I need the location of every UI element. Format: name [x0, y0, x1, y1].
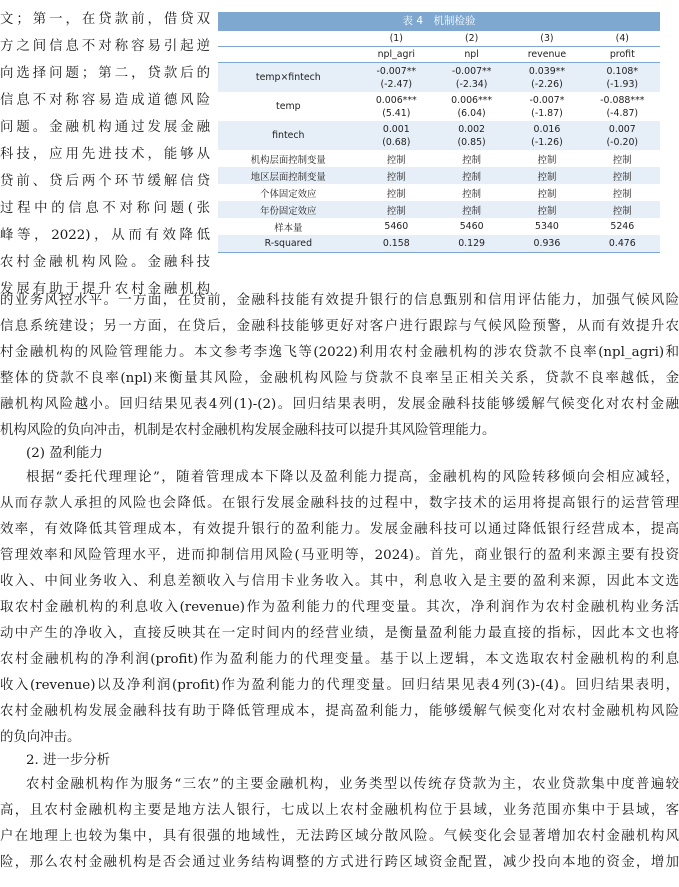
text-line: 农村金融机构风险。金融科技: [0, 255, 210, 270]
table-cell: 控制: [359, 167, 434, 184]
table-cell: 控制: [462, 154, 481, 166]
table-row: [218, 63, 660, 93]
row-label: temp: [276, 101, 301, 112]
text-line: 取农村金融机构的利息收入(revenue)作为盈利能力的代理变量。其次，净利润作为农村金融机构业务活: [0, 600, 679, 615]
table-row: [218, 121, 660, 150]
row-label: temp×fintech: [218, 63, 359, 93]
text-line: 过程中的信息不对称问题(张: [0, 201, 210, 216]
table-row: [218, 184, 660, 201]
table-cell: 0.039** (-2.26): [509, 63, 584, 93]
col-number: (2): [434, 31, 509, 47]
text-line: 发展有助于提升农村金融机构: [0, 282, 210, 297]
text-line: 动中产生的净收入，直接反映其在一定时间内的经营业绩，是衡量盈利能力最直接的指标，因此本文也将: [0, 626, 679, 641]
col-number: (3): [509, 31, 584, 47]
table-cell: 0.108* (-1.93): [585, 63, 660, 93]
table-row: [218, 150, 660, 167]
table-cell: 0.006*** (5.41): [375, 94, 417, 119]
table-row: [218, 218, 660, 235]
text-line: 峰等，2022)，从而有效降低: [0, 228, 210, 243]
text-line: 的业务风控水平。一方面，在贷前，金融科技能有效提升银行的信息甄别和信用评估能力，加强气候风险: [0, 293, 679, 308]
table-cell: 控制: [612, 188, 632, 200]
table-cell: 0.158: [359, 235, 434, 253]
text-line: 的负向冲击。: [0, 730, 81, 745]
table-cell: 0.001 (0.68): [359, 121, 434, 150]
section-heading: 2. 进一步分析: [26, 753, 110, 768]
text-line: 效率，有效降低其管理成本，有效提升银行的盈利能力。发展金融科技可以通过降低银行经营成本，提高: [0, 522, 679, 537]
table-cell: -0.007** (-2.34): [434, 63, 509, 93]
table-cell: 5340: [535, 221, 559, 232]
text-line: 贷前、贷后两个环节缓解信贷: [0, 174, 210, 189]
section-heading: (2) 盈利能力: [26, 446, 103, 461]
col-var: npl: [434, 47, 509, 63]
text-line: 收入、中间业务收入、利息差额收入与信用卡业务收入。其中，利息收入是主要的盈利来源，因此本文选: [0, 574, 679, 589]
table-cell: 控制: [585, 201, 660, 218]
table-cell: 5246: [610, 221, 635, 232]
table-cell: 0.007 (-0.20): [585, 121, 660, 150]
text-line: 村金融机构的风险管理能力。本文参考李逸飞等(2022)利用农村金融机构的涉农贷款不良率(npl_agri)和: [0, 345, 679, 360]
row-label: 机构层面控制变量: [250, 154, 326, 166]
table-cell: 控制: [434, 201, 509, 218]
row-label: 样本量: [274, 222, 303, 234]
text-line: 机构风险的负向冲击，机制是农村金融机构发展金融科技可以提升其风险管理能力。: [0, 423, 496, 438]
table-cell: 0.016 (-1.26): [509, 121, 584, 150]
text-line: 农村金融机构作为服务“三农”的主要金融机构，业务类型以传统存贷款为主，农业贷款集中度普遍较: [26, 777, 679, 792]
col-number: (4): [585, 31, 660, 47]
table-row: [218, 201, 660, 218]
row-label: fintech: [218, 121, 359, 150]
table-header-vars: [218, 47, 660, 63]
table-cell: -0.088*** (-4.87): [600, 94, 645, 119]
table-cell: 5460: [384, 221, 409, 232]
text-line: 方之间信息不对称容易引起逆: [0, 39, 210, 54]
table-cell: 0.936: [509, 235, 584, 253]
table-cell: 控制: [509, 167, 584, 184]
text-line: 信息系统建设；另一方面，在贷后，金融科技能够更好对客户进行跟踪与气候风险预警，从而有效提升农: [0, 319, 679, 334]
table-cell: 控制: [386, 154, 406, 166]
col-number: (1): [359, 31, 434, 47]
text-line: 险，那么农村金融机构是否会通过业务结构调整的方式进行跨区域资金配置，减少投向本地的资金，增加: [0, 855, 679, 870]
table-cell: 控制: [462, 188, 481, 200]
table-cell: 控制: [509, 201, 584, 218]
text-line: 文；第一，在贷款前，借贷双: [0, 12, 210, 27]
row-label: 地区层面控制变量: [218, 167, 359, 184]
table-row: [218, 167, 660, 184]
table-row: [218, 92, 660, 121]
table-cell: 控制: [612, 154, 632, 166]
table-cell: 0.002 (0.85): [434, 121, 509, 150]
text-line: 向选择问题；第二，贷款后的: [0, 66, 210, 81]
row-label: 年份固定效应: [218, 201, 359, 218]
text-line: 信息不对称容易造成道德风险: [0, 93, 210, 108]
text-line: 户在地理上也较为集中，具有很强的地域性，无法跨区域分散风险。气候变化会显著增加农村金融机构风: [0, 829, 679, 844]
text-line: 农村金融机构的净利润(profit)作为盈利能力的代理变量。基于以上逻辑，本文选取农村金融机构的利息: [0, 652, 679, 667]
table-cell: 控制: [537, 154, 557, 166]
text-line: 根据“委托代理理论”，随着管理成本下降以及盈利能力提高，金融机构的风险转移倾向会相应减轻，: [26, 470, 679, 485]
text-line: 整体的贷款不良率(npl)来衡量其风险，金融机构风险与贷款不良率呈正相关关系，贷款不良率越低，金: [0, 371, 679, 386]
table-cell: 0.129: [434, 235, 509, 253]
text-line: 融机构风险越小。回归结果见表4列(1)-(2)。回归结果表明，发展金融科技能够缓解气候变化对农村金融: [0, 397, 679, 412]
table-cell: 控制: [359, 201, 434, 218]
table-cell: 5460: [459, 221, 484, 232]
table-title: 表 4 机制检验: [218, 12, 660, 31]
table-cell: -0.007** (-2.47): [359, 63, 434, 93]
table-cell: 控制: [386, 188, 406, 200]
table-cell: 0.006*** (6.04): [451, 94, 493, 119]
table-row: [218, 235, 660, 253]
mechanism-table: [218, 31, 660, 253]
table-header-numbers: [218, 31, 660, 47]
row-label: 个体固定效应: [260, 188, 317, 200]
table-cell: 0.476: [585, 235, 660, 253]
col-var: profit: [585, 47, 660, 63]
text-line: 问题。金融机构通过发展金融: [0, 120, 210, 135]
text-line: 高，且农村金融机构主要是地方法人银行，七成以上农村金融机构位于县域，业务范围亦集中于县域，客: [0, 803, 679, 818]
text-line: 收入(revenue)以及净利润(profit)作为盈利能力的代理变量。回归结果见表4列(3)-(4)。回归结果表明，: [0, 678, 679, 693]
table-cell: -0.007* (-1.87): [529, 94, 565, 119]
text-line: 科技，应用先进技术，能够从: [0, 147, 210, 162]
table-cell: 控制: [537, 188, 557, 200]
table-cell: 控制: [434, 167, 509, 184]
text-line: 农村金融机构发展金融科技有助于降低管理成本，提高盈利能力，能够缓解气候变化对农村金融机构风险: [0, 704, 679, 719]
col-var: npl_agri: [359, 47, 434, 63]
text-line: 从而存款人承担的风险也会降低。在银行发展金融科技的过程中，数字技术的运用将提高银行的运营管理: [0, 496, 679, 511]
row-label: R-squared: [218, 235, 359, 253]
table-cell: 控制: [585, 167, 660, 184]
col-var: revenue: [509, 47, 584, 63]
text-line: 管理效率和风险管理水平，进而抑制信用风险(马亚明等，2024)。首先，商业银行的盈利来源主要有投资: [0, 548, 679, 563]
